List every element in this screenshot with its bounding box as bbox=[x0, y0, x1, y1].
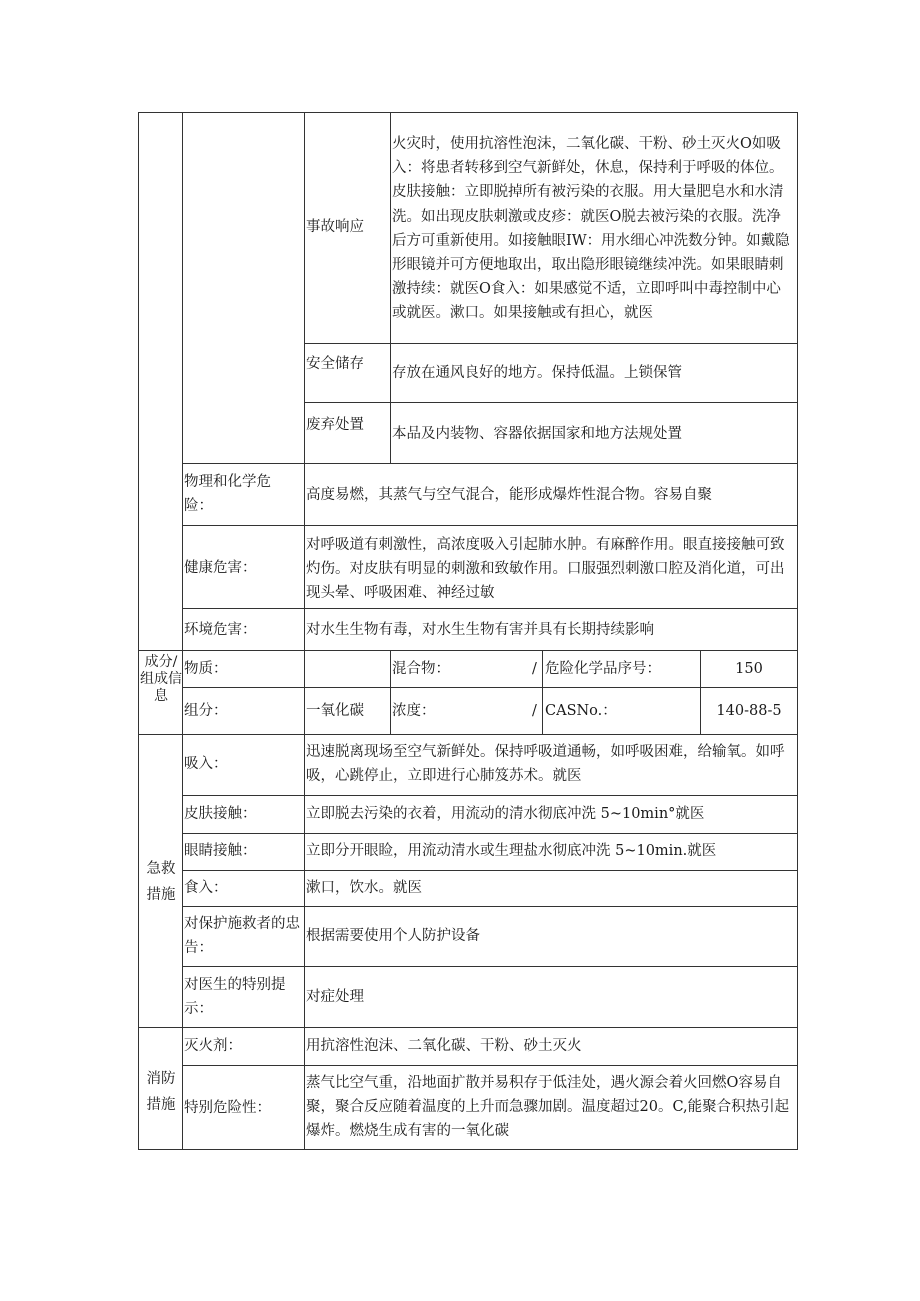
rule-firstaid-bottom bbox=[138, 1027, 797, 1028]
rule-media-bottom bbox=[182, 1065, 797, 1066]
first-aid-eye-label: 眼睛接触： bbox=[184, 843, 257, 859]
cas-label: CASNo.： bbox=[545, 703, 617, 719]
rule-comp-col-b bbox=[542, 650, 543, 734]
component-value: 一氧化碳 bbox=[306, 703, 364, 719]
first-aid-skin-text: 立即脱去污染的衣着，用流动的清水彻底冲洗 5~10min°就医 bbox=[306, 806, 705, 822]
first-aid-rescuer-label: 对保护施救者的忠告： bbox=[184, 916, 300, 957]
physchem-hazard-text: 高度易燃，其蒸气与空气混合，能形成爆炸性混合物。容易自聚 bbox=[306, 487, 712, 503]
rule-right bbox=[797, 112, 798, 1150]
rule-rescuer-bottom bbox=[182, 966, 797, 967]
substance-label: 物质： bbox=[184, 661, 228, 677]
rule-storage-bottom bbox=[304, 402, 797, 403]
hazard-no-label: 危险化学品序号： bbox=[545, 661, 661, 677]
disposal-label: 废弃处置 bbox=[306, 417, 364, 433]
first-aid-doctor-text: 对症处理 bbox=[306, 989, 364, 1005]
rule-eye-bottom bbox=[182, 870, 797, 871]
rule-health-bottom bbox=[182, 608, 797, 609]
rule-ingestion-bottom bbox=[182, 906, 797, 907]
rule-disposal-bottom bbox=[182, 463, 797, 464]
hazard-no-value: 150 bbox=[735, 661, 763, 677]
rule-composition-bottom bbox=[138, 734, 797, 735]
storage-label: 安全储存 bbox=[306, 356, 364, 372]
rule-skin-bottom bbox=[182, 833, 797, 834]
accident-response-label: 事故响应 bbox=[306, 219, 364, 235]
firefighting-section-label: 消防措施 bbox=[146, 1071, 176, 1113]
mixture-label: 混合物： bbox=[392, 661, 450, 677]
env-hazard-text: 对水生生物有毒，对水生生物有害并具有长期持续影响 bbox=[306, 622, 654, 638]
first-aid-doctor-label: 对医生的特别提示： bbox=[184, 977, 286, 1018]
first-aid-ingestion-label: 食入： bbox=[184, 880, 228, 896]
mixture-value: / bbox=[532, 661, 537, 677]
accident-response-text: 火灾时，使用抗溶性泡沫，二氧化碳、干粉、砂土灭火O如吸入：将患者转移到空气新鲜处，休息，保持利于呼吸的体位。皮肤接触：立即脱掉所有被污染的衣服。用大量肥皂水和水清洗。如出现皮肤刺激或皮疹：就医O脱去被污染的衣服。洗净后方可重新使用。如接触眼IW：用水细心冲洗数分钟。如戴隐形眼镜并可方便地取出，取出隐形眼镜继续冲洗。如果眼睛刺激持续：就医O食入：如果感觉不适，立即呼叫中毒控制中心或就医。漱口。如果接触或有担心，就医 bbox=[392, 136, 790, 322]
rule-section-col bbox=[182, 112, 183, 1150]
rule-accident-bottom bbox=[304, 343, 797, 344]
first-aid-rescuer-text: 根据需要使用个人防护设备 bbox=[306, 928, 480, 944]
first-aid-section-label: 急救措施 bbox=[146, 861, 176, 903]
rule-physchem-bottom bbox=[182, 525, 797, 526]
extinguishing-media-text: 用抗溶性泡沫、二氧化碳、干粉、砂土灭火 bbox=[306, 1038, 582, 1054]
rule-substance-bottom bbox=[182, 687, 797, 688]
rule-bottom bbox=[138, 1149, 797, 1150]
first-aid-eye-text: 立即分开眼睑，用流动清水或生理盐水彻底冲洗 5~10min.就医 bbox=[306, 843, 717, 859]
rule-env-bottom bbox=[138, 650, 797, 651]
special-hazard-label: 特别危险性： bbox=[184, 1100, 271, 1116]
rule-comp-col-a bbox=[390, 650, 391, 734]
storage-text: 存放在通风良好的地方。保持低温。上锁保管 bbox=[392, 365, 682, 381]
physchem-hazard-label: 物理和化学危险： bbox=[184, 474, 271, 515]
special-hazard-text: 蒸气比空气重，沿地面扩散并易积存于低洼处，遇火源会着火回燃O容易自聚，聚合反应随着温度的上升而急骤加剧。温度超过20。C,能聚合积热引起爆炸。燃烧生成有害的一氧化碳 bbox=[306, 1075, 790, 1140]
concentration-value: / bbox=[532, 703, 537, 719]
disposal-text: 本品及内装物、容器依据国家和地方法规处置 bbox=[392, 426, 682, 442]
rule-left bbox=[138, 112, 139, 1150]
component-label: 组分： bbox=[184, 703, 228, 719]
first-aid-inhalation-label: 吸入： bbox=[184, 756, 228, 772]
first-aid-skin-label: 皮肤接触： bbox=[184, 806, 257, 822]
first-aid-ingestion-text: 漱口，饮水。就医 bbox=[306, 880, 422, 896]
health-hazard-text: 对呼吸道有刺激性，高浓度吸入引起肺水肿。有麻醉作用。眼直接接触可致灼伤。对皮肤有明显的刺激和致敏作用。口服强烈刺激口腔及消化道，可出现头晕、呼吸困难、神经过敏 bbox=[306, 537, 785, 602]
health-hazard-label: 健康危害： bbox=[184, 560, 257, 576]
concentration-label: 浓度： bbox=[392, 703, 436, 719]
rule-text-col-top bbox=[390, 112, 391, 463]
rule-inhalation-bottom bbox=[182, 795, 797, 796]
rule-label-col-mid bbox=[304, 463, 305, 1150]
extinguishing-media-label: 灭火剂： bbox=[184, 1038, 242, 1054]
first-aid-inhalation-text: 迅速脱离现场至空气新鲜处。保持呼吸道通畅，如呼吸困难，给输氧。如呼吸，心跳停止，立即进行心肺笈苏术。就医 bbox=[306, 744, 785, 785]
rule-label-col-top bbox=[304, 112, 305, 463]
rule-top bbox=[138, 112, 797, 113]
env-hazard-label: 环境危害： bbox=[184, 622, 257, 638]
composition-section-label: 成分/组成信息 bbox=[140, 654, 182, 704]
cas-value: 140-88-5 bbox=[716, 703, 782, 719]
